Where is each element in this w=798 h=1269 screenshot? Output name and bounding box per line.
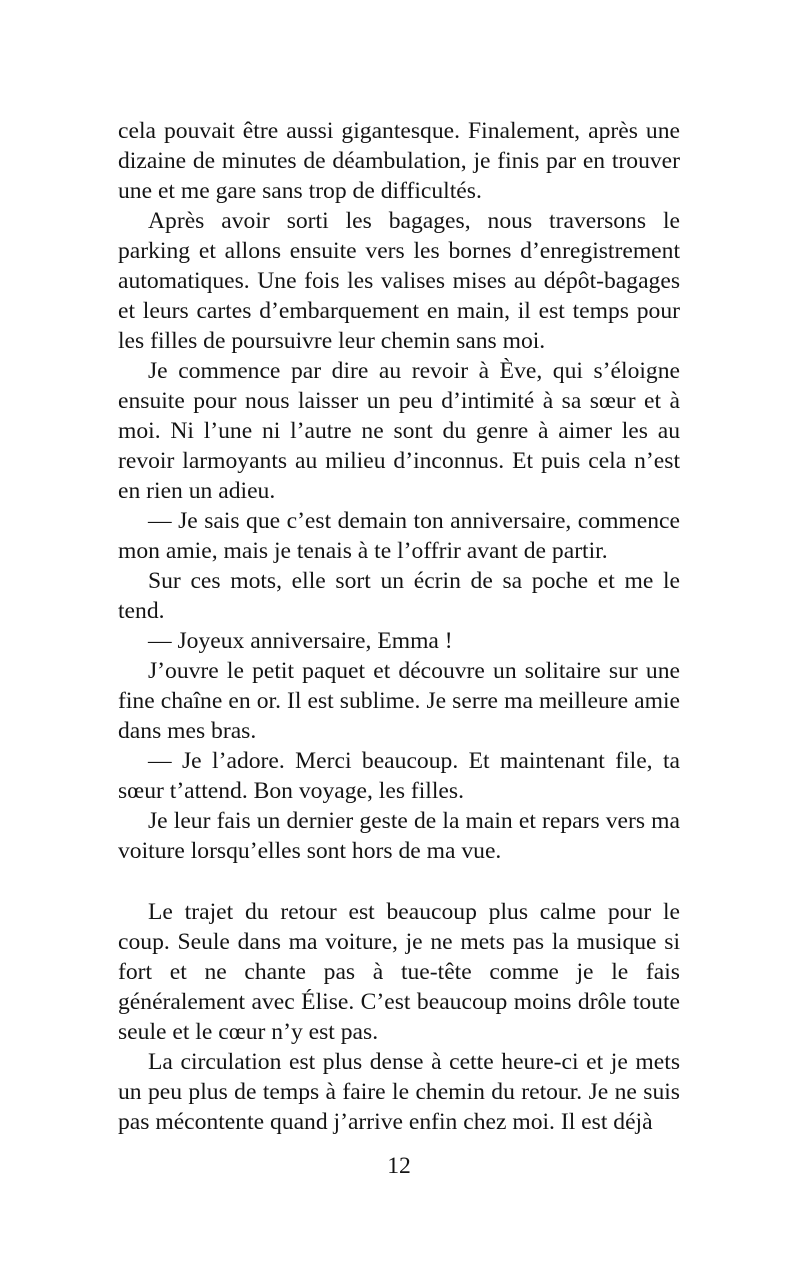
dialogue-paragraph: — Joyeux anniversaire, Emma ! <box>148 628 453 654</box>
dialogue-paragraph: — Je sais que c’est demain ton anniversaire, commence mon amie, mais je tenais à te l’offrir avant de partir. <box>118 508 680 564</box>
paragraph: Après avoir sorti les bagages, nous traversons le parking et allons ensuite vers les bornes d’enregistrement automatiques. Une fois les valises mises au dépôt-bagages et leurs cartes d’embarquement en main, il est temps pour les filles de poursuivre leur chemin sans moi. <box>118 208 680 354</box>
paragraph: La circulation est plus dense à cette heure-ci et je mets un peu plus de temps à faire le chemin du retour. Je ne suis pas mécontente quand j’arrive enfin chez moi. Il est déjà <box>118 1049 680 1135</box>
paragraph: Sur ces mots, elle sort un écrin de sa poche et me le tend. <box>118 568 680 624</box>
paragraph: cela pouvait être aussi gigantesque. Finalement, après une dizaine de minutes de déambulation, je finis par en trouver une et me gare sans trop de difficultés. <box>118 118 680 204</box>
body-text <box>118 116 680 1137</box>
scene-break <box>118 866 680 897</box>
paragraph: Je commence par dire au revoir à Ève, qui s’éloigne ensuite pour nous laisser un peu d’intimité à sa sœur et à moi. Ni l’une ni l’autre ne sont du genre à aimer les au revoir larmoyants au milieu d’inconnus. Et puis cela n’est en rien un adieu. <box>118 358 680 504</box>
dialogue-paragraph: — Je l’adore. Merci beaucoup. Et maintenant file, ta sœur t’attend. Bon voyage, les filles. <box>118 748 680 804</box>
paragraph: Le trajet du retour est beaucoup plus calme pour le coup. Seule dans ma voiture, je ne mets pas la musique si fort et ne chante pas à tue-tête comme je le fais généralement avec Élise. C’est beaucoup moins drôle toute seule et le cœur n’y est pas. <box>118 899 680 1045</box>
page-number: 12 <box>387 1153 411 1179</box>
paragraph: Je leur fais un dernier geste de la main et repars vers ma voiture lorsqu’elles sont hors de ma vue. <box>118 808 680 864</box>
paragraph: J’ouvre le petit paquet et découvre un solitaire sur une fine chaîne en or. Il est sublime. Je serre ma meilleure amie dans mes bras. <box>118 658 680 744</box>
